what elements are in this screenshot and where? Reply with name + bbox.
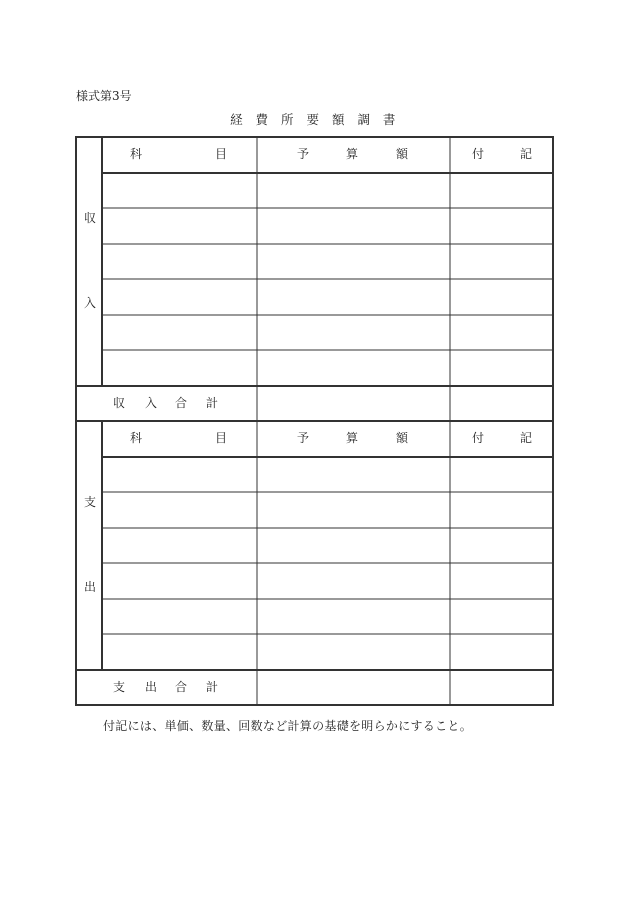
footnote: 付記には、単価、数量、回数など計算の基礎を明らかにすること。 — [103, 719, 473, 733]
expenditure-row-5[interactable] — [104, 599, 256, 634]
income-header-remarks-1: 付 — [472, 147, 485, 161]
document-title: 経 費 所 要 額 調 書 — [230, 112, 400, 127]
income-header-budget-3: 額 — [396, 147, 409, 161]
expenditure-total-label-3: 合 — [175, 680, 188, 694]
income-header-budget-1: 予 — [297, 147, 310, 161]
income-total-label-3: 合 — [175, 396, 188, 410]
income-row-6[interactable] — [104, 350, 256, 385]
income-row-1[interactable] — [104, 173, 256, 208]
expenditure-header-item-left: 科 — [130, 431, 143, 445]
income-header-item-left: 科 — [130, 147, 143, 161]
expenditure-header-budget-1: 予 — [297, 431, 310, 445]
expenditure-header-item-right: 目 — [215, 431, 228, 445]
income-total-label-2: 入 — [145, 396, 158, 410]
expenditure-side-label-1: 支 — [84, 495, 97, 509]
expenditure-header-budget-3: 額 — [396, 431, 409, 445]
expenditure-total-label-4: 計 — [206, 680, 219, 694]
income-row-4[interactable] — [104, 279, 256, 314]
income-total-label-1: 収 — [113, 396, 126, 410]
expenditure-row-1[interactable] — [104, 457, 256, 492]
income-header-remarks-2: 記 — [520, 147, 533, 161]
expenditure-total-label-1: 支 — [113, 680, 126, 694]
income-row-5[interactable] — [104, 315, 256, 350]
income-row-3[interactable] — [104, 244, 256, 279]
expenditure-row-6[interactable] — [104, 634, 256, 669]
expenditure-total-label-2: 出 — [145, 680, 158, 694]
income-row-2[interactable] — [104, 208, 256, 243]
expenditure-header-budget-2: 算 — [346, 431, 359, 445]
income-total-label-4: 計 — [206, 396, 219, 410]
income-side-label-2: 入 — [84, 296, 97, 310]
expenditure-row-2[interactable] — [104, 492, 256, 527]
expenditure-header-remarks-1: 付 — [472, 431, 485, 445]
expenditure-side-label-2: 出 — [84, 580, 97, 594]
form-number: 様式第3号 — [76, 89, 132, 103]
expenditure-row-3[interactable] — [104, 528, 256, 563]
income-header-item-right: 目 — [215, 147, 228, 161]
expenditure-row-4[interactable] — [104, 563, 256, 598]
expenditure-header-remarks-2: 記 — [520, 431, 533, 445]
income-header-budget-2: 算 — [346, 147, 359, 161]
income-side-label-1: 収 — [84, 211, 97, 225]
